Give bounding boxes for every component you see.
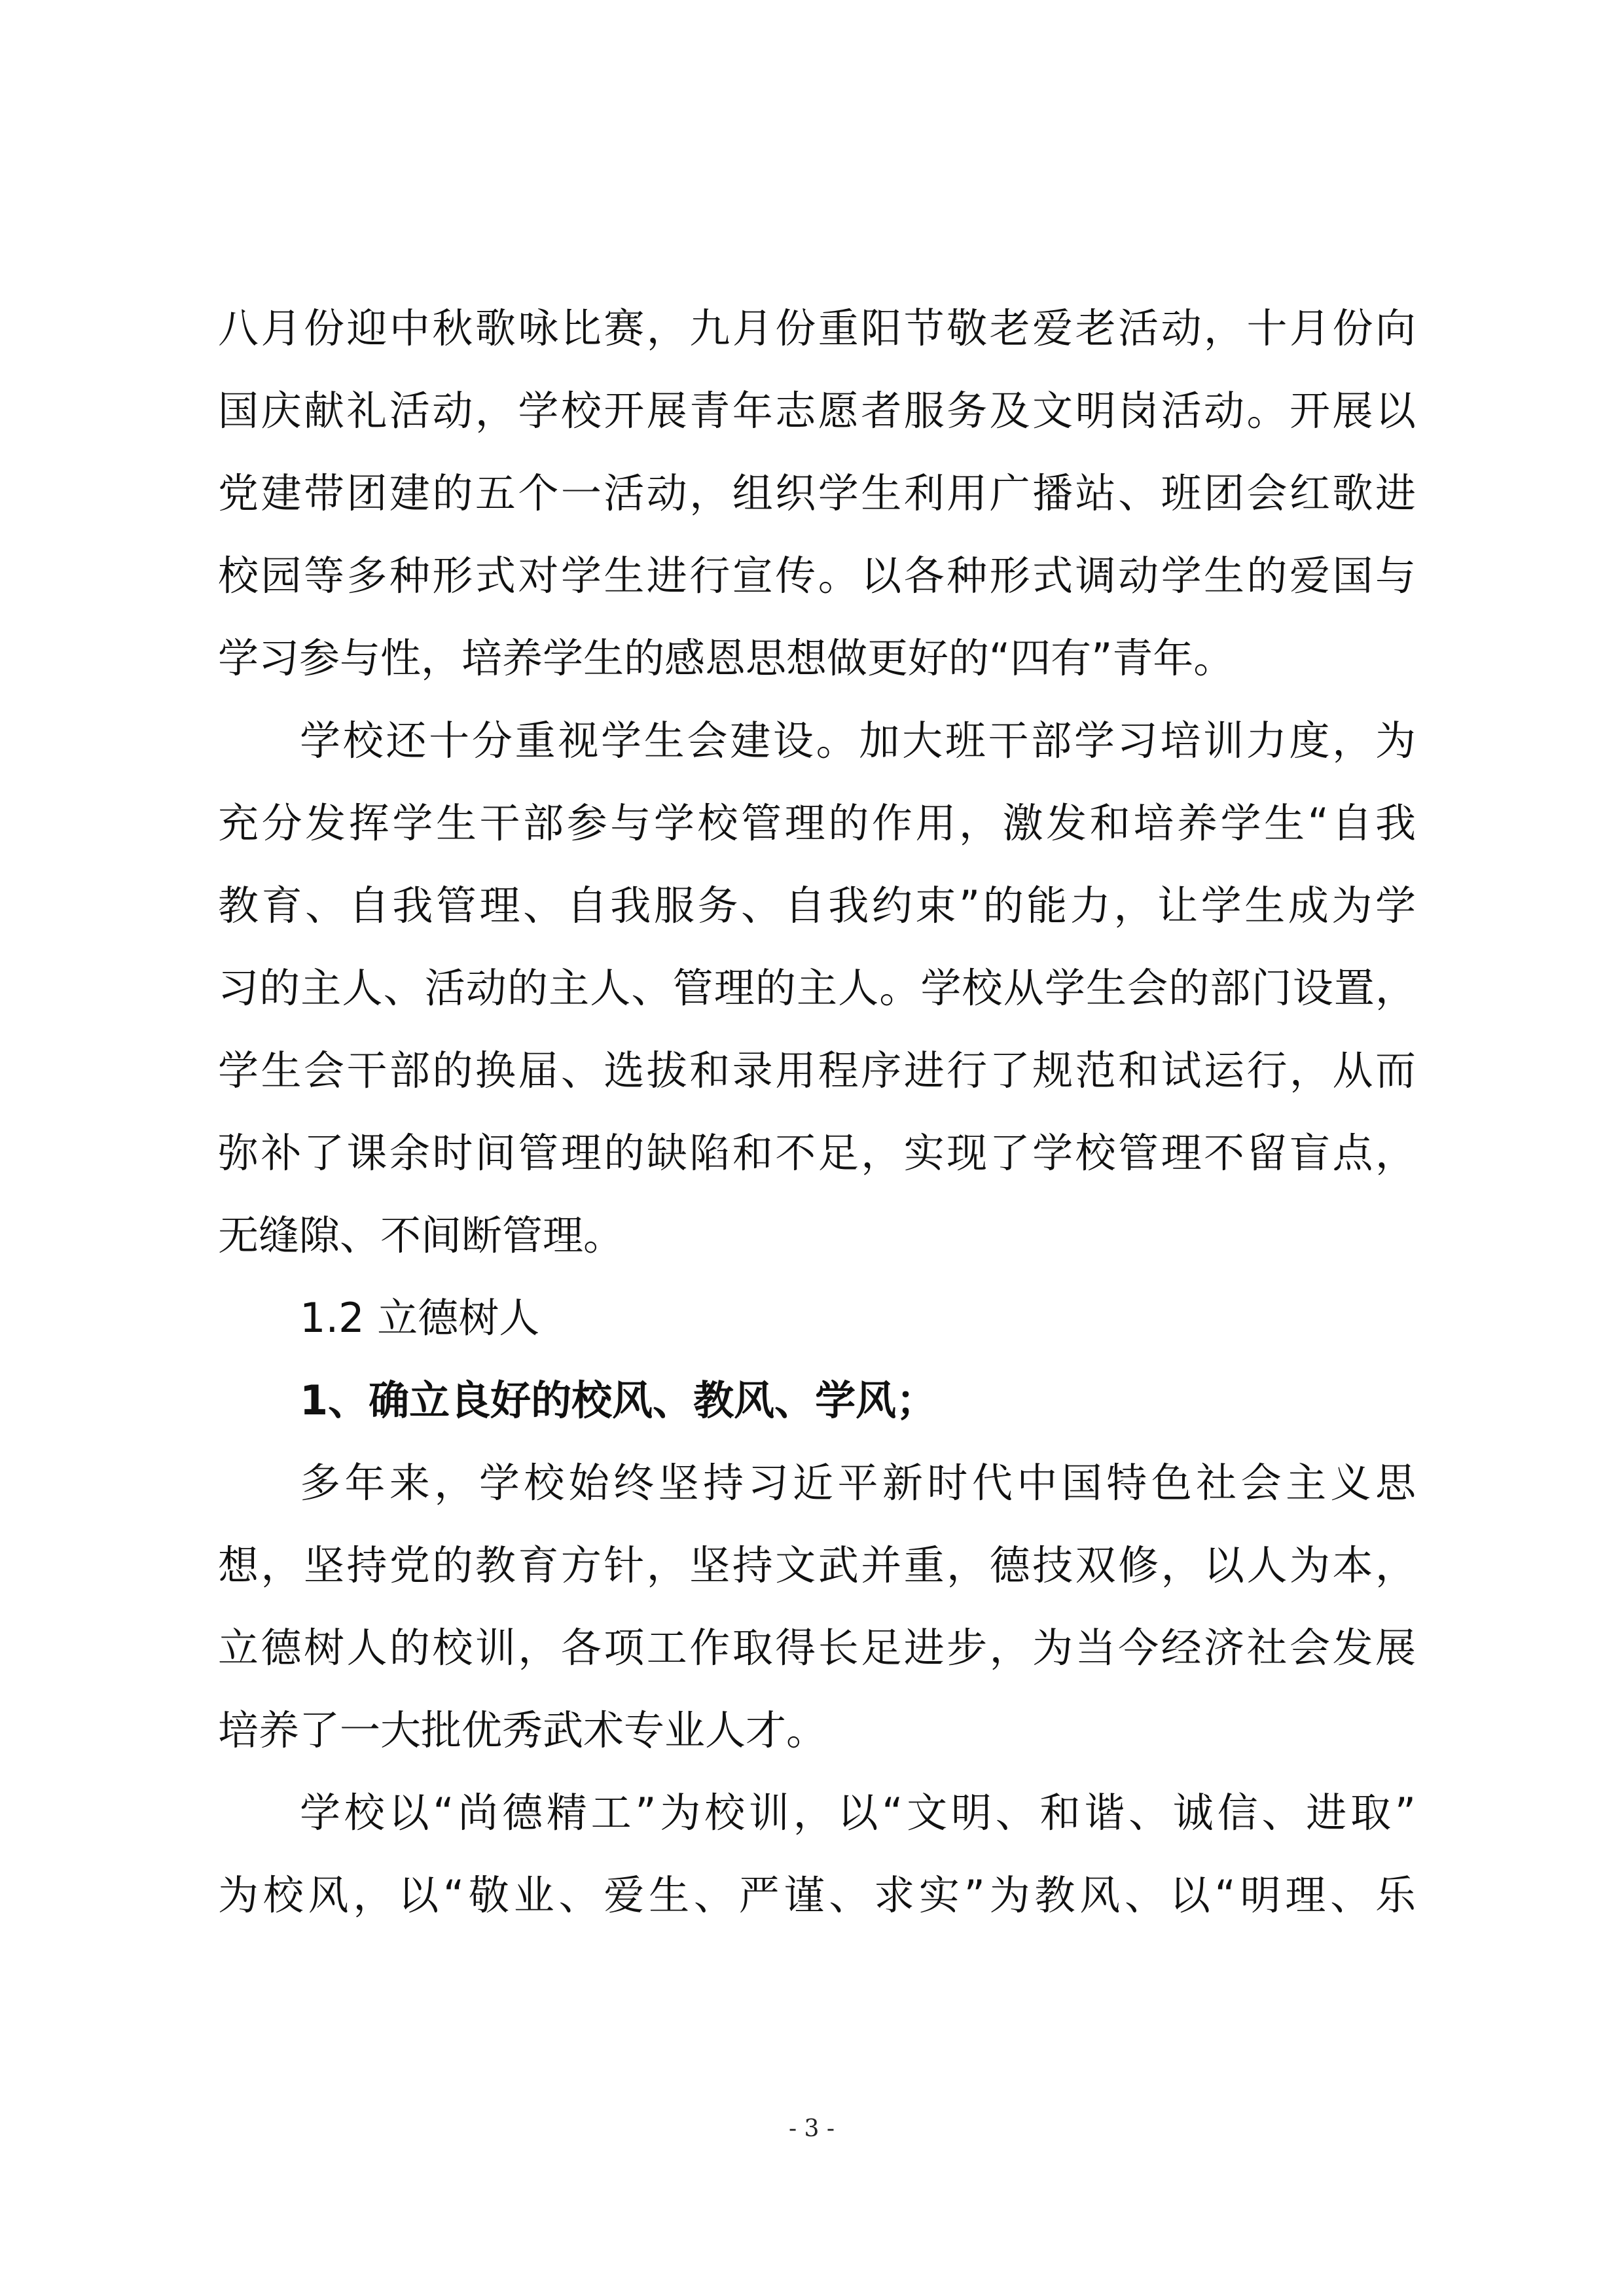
- paragraph-2-line-6: 弥补了课余时间管理的缺陷和不足，实现了学校管理不留盲点，: [218, 1129, 1416, 1177]
- paragraph-3-line-1: 多年来，学校始终坚持习近平新时代中国特色社会主义思: [300, 1459, 1416, 1507]
- paragraph-2-line-4: 习的主人、活动的主人、管理的主人。学校从学生会的部门设置，: [218, 964, 1416, 1012]
- paragraph-3-line-3: 立德树人的校训，各项工作取得长足进步，为当今经济社会发展: [218, 1624, 1416, 1672]
- paragraph-1-line-5: 学习参与性，培养学生的感恩思想做更好的“四有”青年。: [218, 634, 1235, 682]
- paragraph-2-line-3: 教育、自我管理、自我服务、自我约束”的能力，让学生成为学: [218, 882, 1416, 929]
- paragraph-1-line-3: 党建带团建的五个一活动，组织学生利用广播站、班团会红歌进: [218, 469, 1416, 517]
- paragraph-2-line-2: 充分发挥学生干部参与学校管理的作用，激发和培养学生“自我: [218, 799, 1416, 847]
- page-number: - 3 -: [788, 2115, 835, 2142]
- paragraph-2-line-1: 学校还十分重视学生会建设。加大班干部学习培训力度，为: [300, 717, 1416, 764]
- paragraph-1-line-1: 八月份迎中秋歌咏比赛，九月份重阳节敬老爱老活动，十月份向: [218, 304, 1416, 352]
- paragraph-1-line-4: 校园等多种形式对学生进行宣传。以各种形式调动学生的爱国与: [218, 552, 1416, 600]
- paragraph-3-line-2: 想，坚持党的教育方针，坚持文武并重，德技双修，以人为本，: [218, 1541, 1416, 1589]
- sub-heading: 1、确立良好的校风、教风、学风；: [300, 1376, 937, 1424]
- paragraph-1-line-2: 国庆献礼活动，学校开展青年志愿者服务及文明岗活动。开展以: [218, 387, 1416, 435]
- paragraph-3-line-4: 培养了一大批优秀武术专业人才。: [218, 1706, 827, 1754]
- section-heading: 1.2 立德树人: [300, 1294, 540, 1342]
- paragraph-4-line-1: 学校以“尚德精工”为校训，以“文明、和谐、诚信、进取”: [300, 1789, 1416, 1837]
- paragraph-4-line-2: 为校风，以“敬业、爱生、严谨、求实”为教风、以“明理、乐: [218, 1871, 1416, 1919]
- paragraph-2-line-5: 学生会干部的换届、选拔和录用程序进行了规范和试运行，从而: [218, 1047, 1416, 1094]
- paragraph-2-line-7: 无缝隙、不间断管理。: [218, 1211, 624, 1259]
